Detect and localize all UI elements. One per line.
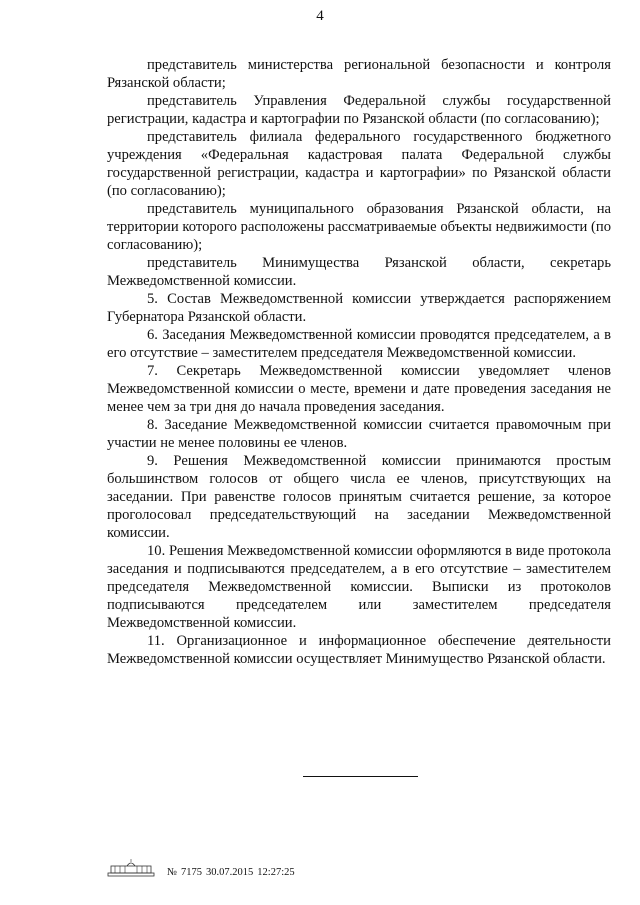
registration-stamp bbox=[167, 867, 295, 878]
paragraph: представитель Управления Федеральной службы государственной регистрации, кадастра и картографии по Рязанской области (по согласованию); bbox=[107, 93, 611, 127]
paragraph: представитель филиала федерального государственного бюджетного учреждения «Федеральная кадастровая палата Федеральной службы государственной регистрации, кадастра и картографии» по Рязанской области (по согласованию); bbox=[107, 129, 611, 199]
closing-rule bbox=[303, 776, 418, 777]
paragraph: 7. Секретарь Межведомственной комиссии уведомляет членов Межведомственной комиссии о месте, времени и дате проведения заседания не менее чем за три дня до начала проведения заседания. bbox=[107, 363, 611, 415]
registration-number: 7175 bbox=[181, 867, 203, 878]
paragraph: 6. Заседания Межведомственной комиссии проводятся председателем, а в его отсутствие – заместителем председателя Межведомственной комиссии. bbox=[107, 327, 611, 361]
number-sign: № bbox=[167, 867, 178, 878]
document-body bbox=[107, 56, 611, 668]
paragraph: 5. Состав Межведомственной комиссии утверждается распоряжением Губернатора Рязанской области. bbox=[107, 291, 611, 325]
government-building-logo-icon bbox=[107, 858, 155, 878]
registration-date: 30.07.2015 bbox=[206, 867, 254, 878]
registration-time: 12:27:25 bbox=[257, 867, 295, 878]
paragraph: представитель муниципального образования Рязанской области, на территории которого расположены рассматриваемые объекты недвижимости (по согласованию); bbox=[107, 201, 611, 253]
paragraph: 10. Решения Межведомственной комиссии оформляются в виде протокола заседания и подписываются председателем, а в его отсутствие – заместителем председателя Межведомственной комиссии. Выписки из протоколов подписываются председателем или заместителем председателя Межведомственной комиссии. bbox=[107, 543, 611, 631]
registration-footer bbox=[107, 858, 295, 878]
paragraph: 9. Решения Межведомственной комиссии принимаются простым большинством голосов от общего числа ее членов, присутствующих на заседании. При равенстве голосов принятым считается решение, за которое проголосовал председательствующий на заседании Межведомственной комиссии. bbox=[107, 453, 611, 541]
paragraph: 11. Организационное и информационное обеспечение деятельности Межведомственной комиссии осуществляет Минимущество Рязанской области. bbox=[107, 633, 611, 667]
paragraph: представитель министерства региональной безопасности и контроля Рязанской области; bbox=[107, 57, 611, 91]
page-number: 4 bbox=[316, 8, 324, 24]
paragraph: 8. Заседание Межведомственной комиссии считается правомочным при участии не менее половины ее членов. bbox=[107, 417, 611, 451]
paragraph: представитель Минимущества Рязанской области, секретарь Межведомственной комиссии. bbox=[107, 255, 611, 289]
